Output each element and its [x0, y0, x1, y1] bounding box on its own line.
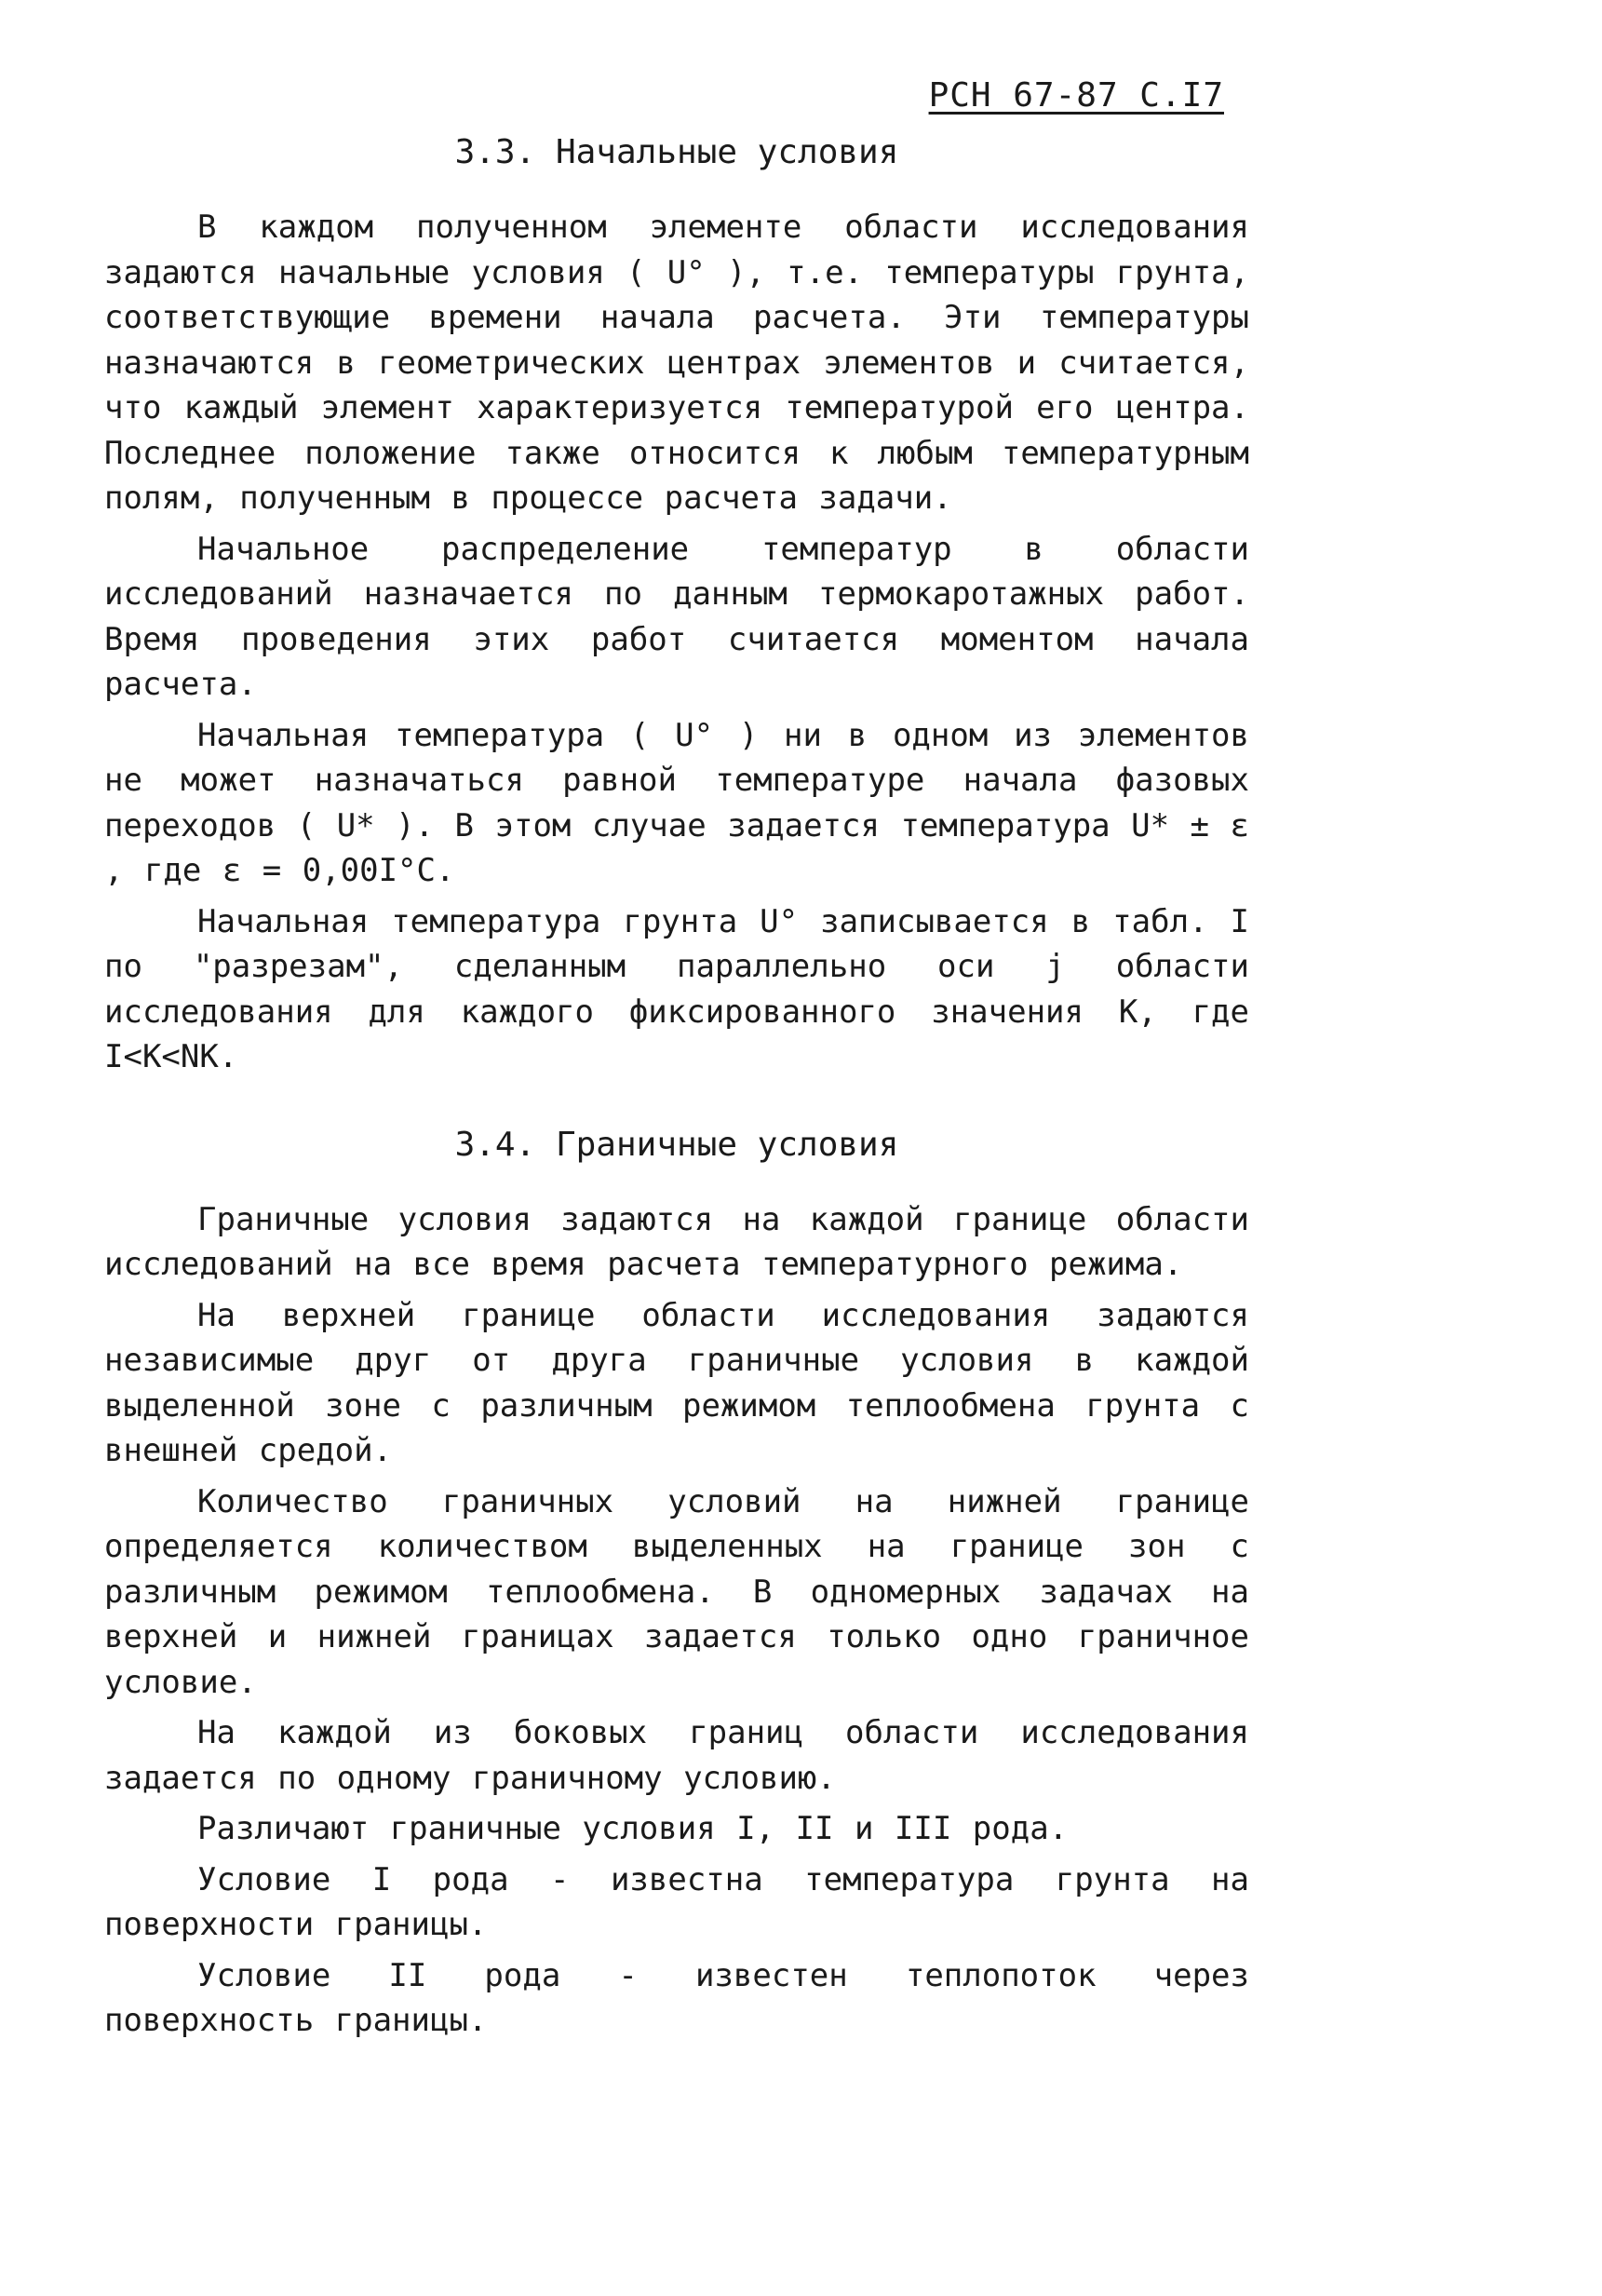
paragraph-boundary-conditions-4: На каждой из боковых границ области исследования задается по одному граничному условию. [104, 1714, 1249, 1797]
paragraph-initial-conditions-2: Начальное распределение температур в области исследований назначается по данным термокаротажных работ. Время проведения этих работ считается моментом начала расчета. [104, 530, 1249, 703]
paragraph-initial-conditions-4: Начальная температура грунта U° записывается в табл. I по "разрезам", сделанным параллельно оси j области исследования для каждого фиксированного значения К, где I<K<NK. [104, 902, 1249, 1075]
paragraph-boundary-conditions-2: На верхней границе области исследования задаются независимые друг от друга граничные условия в каждой выделенной зоне с различным режимом теплообмена грунта с внешней средой. [104, 1296, 1249, 1469]
paragraph-boundary-conditions-5: Различают граничные условия I, II и III рода. [197, 1810, 1069, 1847]
document-body [104, 130, 1249, 2049]
paragraph-initial-conditions-1: В каждом полученном элементе области исследования задаются начальные условия ( U° ), т.е. температуры грунта, соответствующие времени начала расчета. Эти температуры назначаются в геометрических центрах элементов и считается, что каждый элемент характеризуется температурой его центра. Последнее положение также относится к любым температурным полям, полученным в процессе расчета задачи. [104, 209, 1249, 517]
paragraph-boundary-conditions-6: Условие I рода - известна температура грунта на поверхности границы. [104, 1860, 1249, 1943]
section-title-boundary-conditions: 3.4. Граничные условия [454, 1125, 899, 1164]
paragraph-initial-conditions-3: Начальная температура ( U° ) ни в одном из элементов не может назначаться равной температуре начала фазовых переходов ( U* ). В этом случае задается температура U* ± ε , где ε = 0,00I°С. [104, 716, 1249, 889]
paragraph-boundary-conditions-3: Количество граничных условий на нижней границе определяется количеством выделенных на границе зон с различным режимом теплообмена. В одномерных задачах на верхней и нижней границах задается только одно граничное условие. [104, 1482, 1249, 1701]
section-title-initial-conditions: 3.3. Начальные условия [454, 133, 899, 171]
document-code-header: РСН 67-87 С.I7 [928, 76, 1224, 115]
paragraph-boundary-conditions-1: Граничные условия задаются на каждой границе области исследований на все время расчета температурного режима. [104, 1200, 1249, 1283]
paragraph-boundary-conditions-7: Условие II рода - известен теплопоток через поверхность границы. [104, 1956, 1249, 2039]
